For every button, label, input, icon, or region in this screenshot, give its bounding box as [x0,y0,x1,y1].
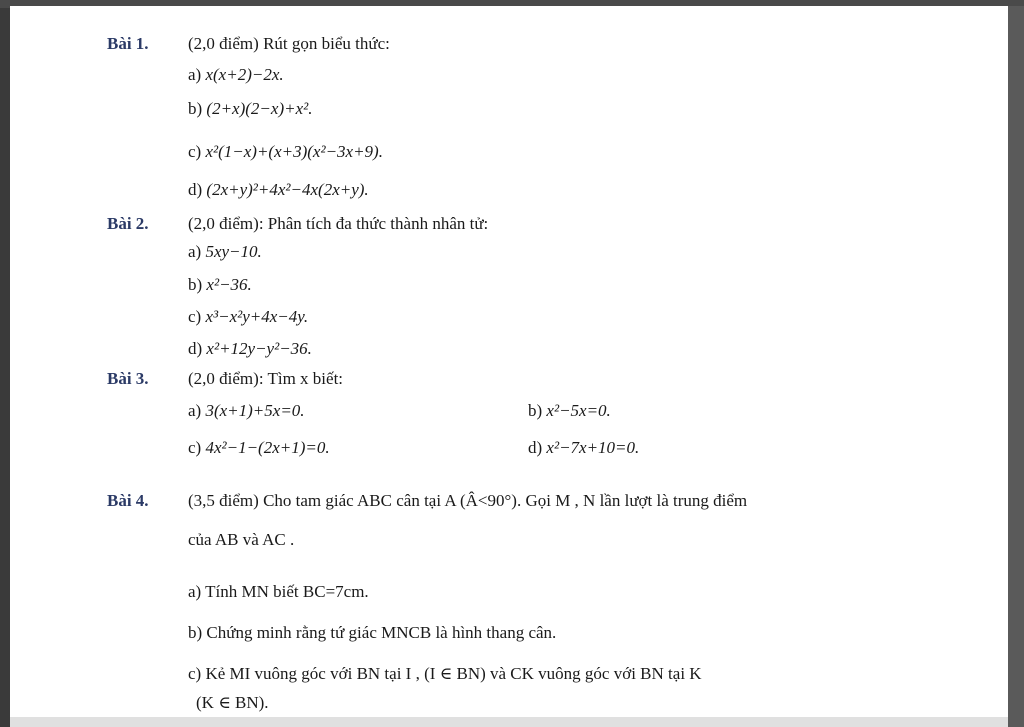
bai3-item-a [188,400,305,422]
item-label: b) [188,99,203,118]
item-expression: 5xy−10. [205,242,262,261]
item-label: a) [188,242,202,261]
bai4-label: Bài 4. [107,491,149,510]
bai4-item-a: a) Tính MN biết BC=7cm. [188,582,369,601]
bai4-item-c-line1: c) Kẻ MI vuông góc với BN tại I , (I ∈ BN) và CK vuông góc với BN tại K [188,664,702,683]
bai3-label: Bài 3. [107,369,149,388]
item-expression: 3(x+1)+5x=0. [205,401,305,420]
item-label: d) [528,438,543,457]
item-expression: x²+12y−y²−36. [206,339,312,358]
bai2-label: Bài 2. [107,214,149,233]
item-label: a) [188,65,202,84]
bai4-intro-line2: của AB và AC . [188,530,295,549]
bai1-label: Bài 1. [107,34,149,53]
bai1-item-a [188,64,284,86]
bai3-item-d [528,437,639,459]
bai2-item-d [188,338,312,360]
bai2-title: (2,0 điểm): Phân tích đa thức thành nhân tử: [188,214,489,233]
bai2-item-c [188,306,308,328]
item-expression: x²−5x=0. [546,401,611,420]
bai1-item-b [188,98,312,120]
bai1-item-d [188,179,369,201]
item-label: b) [188,275,203,294]
item-label: d) [188,180,203,199]
bai3-item-b [528,400,611,422]
item-expression: 4x²−1−(2x+1)=0. [205,438,330,457]
bai1-item-c [188,141,383,163]
item-expression: x²(1−x)+(x+3)(x²−3x+9). [205,142,383,161]
item-label: c) [188,438,202,457]
item-expression: x(x+2)−2x. [205,65,284,84]
bai4-item-c-line2: (K ∈ BN). [196,693,269,712]
item-expression: x²−36. [206,275,252,294]
bai4-intro-line1: (3,5 điểm) Cho tam giác ABC cân tại A (Â<90°). Gọi M , N lần lượt là trung điểm [188,491,748,510]
item-expression: (2+x)(2−x)+x². [206,99,313,118]
item-expression: x³−x²y+4x−4y. [205,307,309,326]
bai2-item-b [188,274,252,296]
scrollbar-track[interactable] [1008,6,1024,727]
bai3-item-c [188,437,330,459]
bai3-title: (2,0 điểm): Tìm x biết: [188,369,344,388]
item-label: d) [188,339,203,358]
bai2-item-a [188,241,262,263]
item-label: b) [528,401,543,420]
item-label: c) [188,142,202,161]
item-label: a) [188,401,202,420]
item-label: c) [188,307,202,326]
document-page [10,6,1008,727]
item-expression: (2x+y)²+4x²−4x(2x+y). [206,180,369,199]
bottom-strip [10,717,1008,727]
bai1-title: (2,0 điểm) Rút gọn biểu thức: [188,34,390,53]
item-expression: x²−7x+10=0. [546,438,640,457]
bai4-item-b: b) Chứng minh rằng tứ giác MNCB là hình thang cân. [188,623,557,642]
